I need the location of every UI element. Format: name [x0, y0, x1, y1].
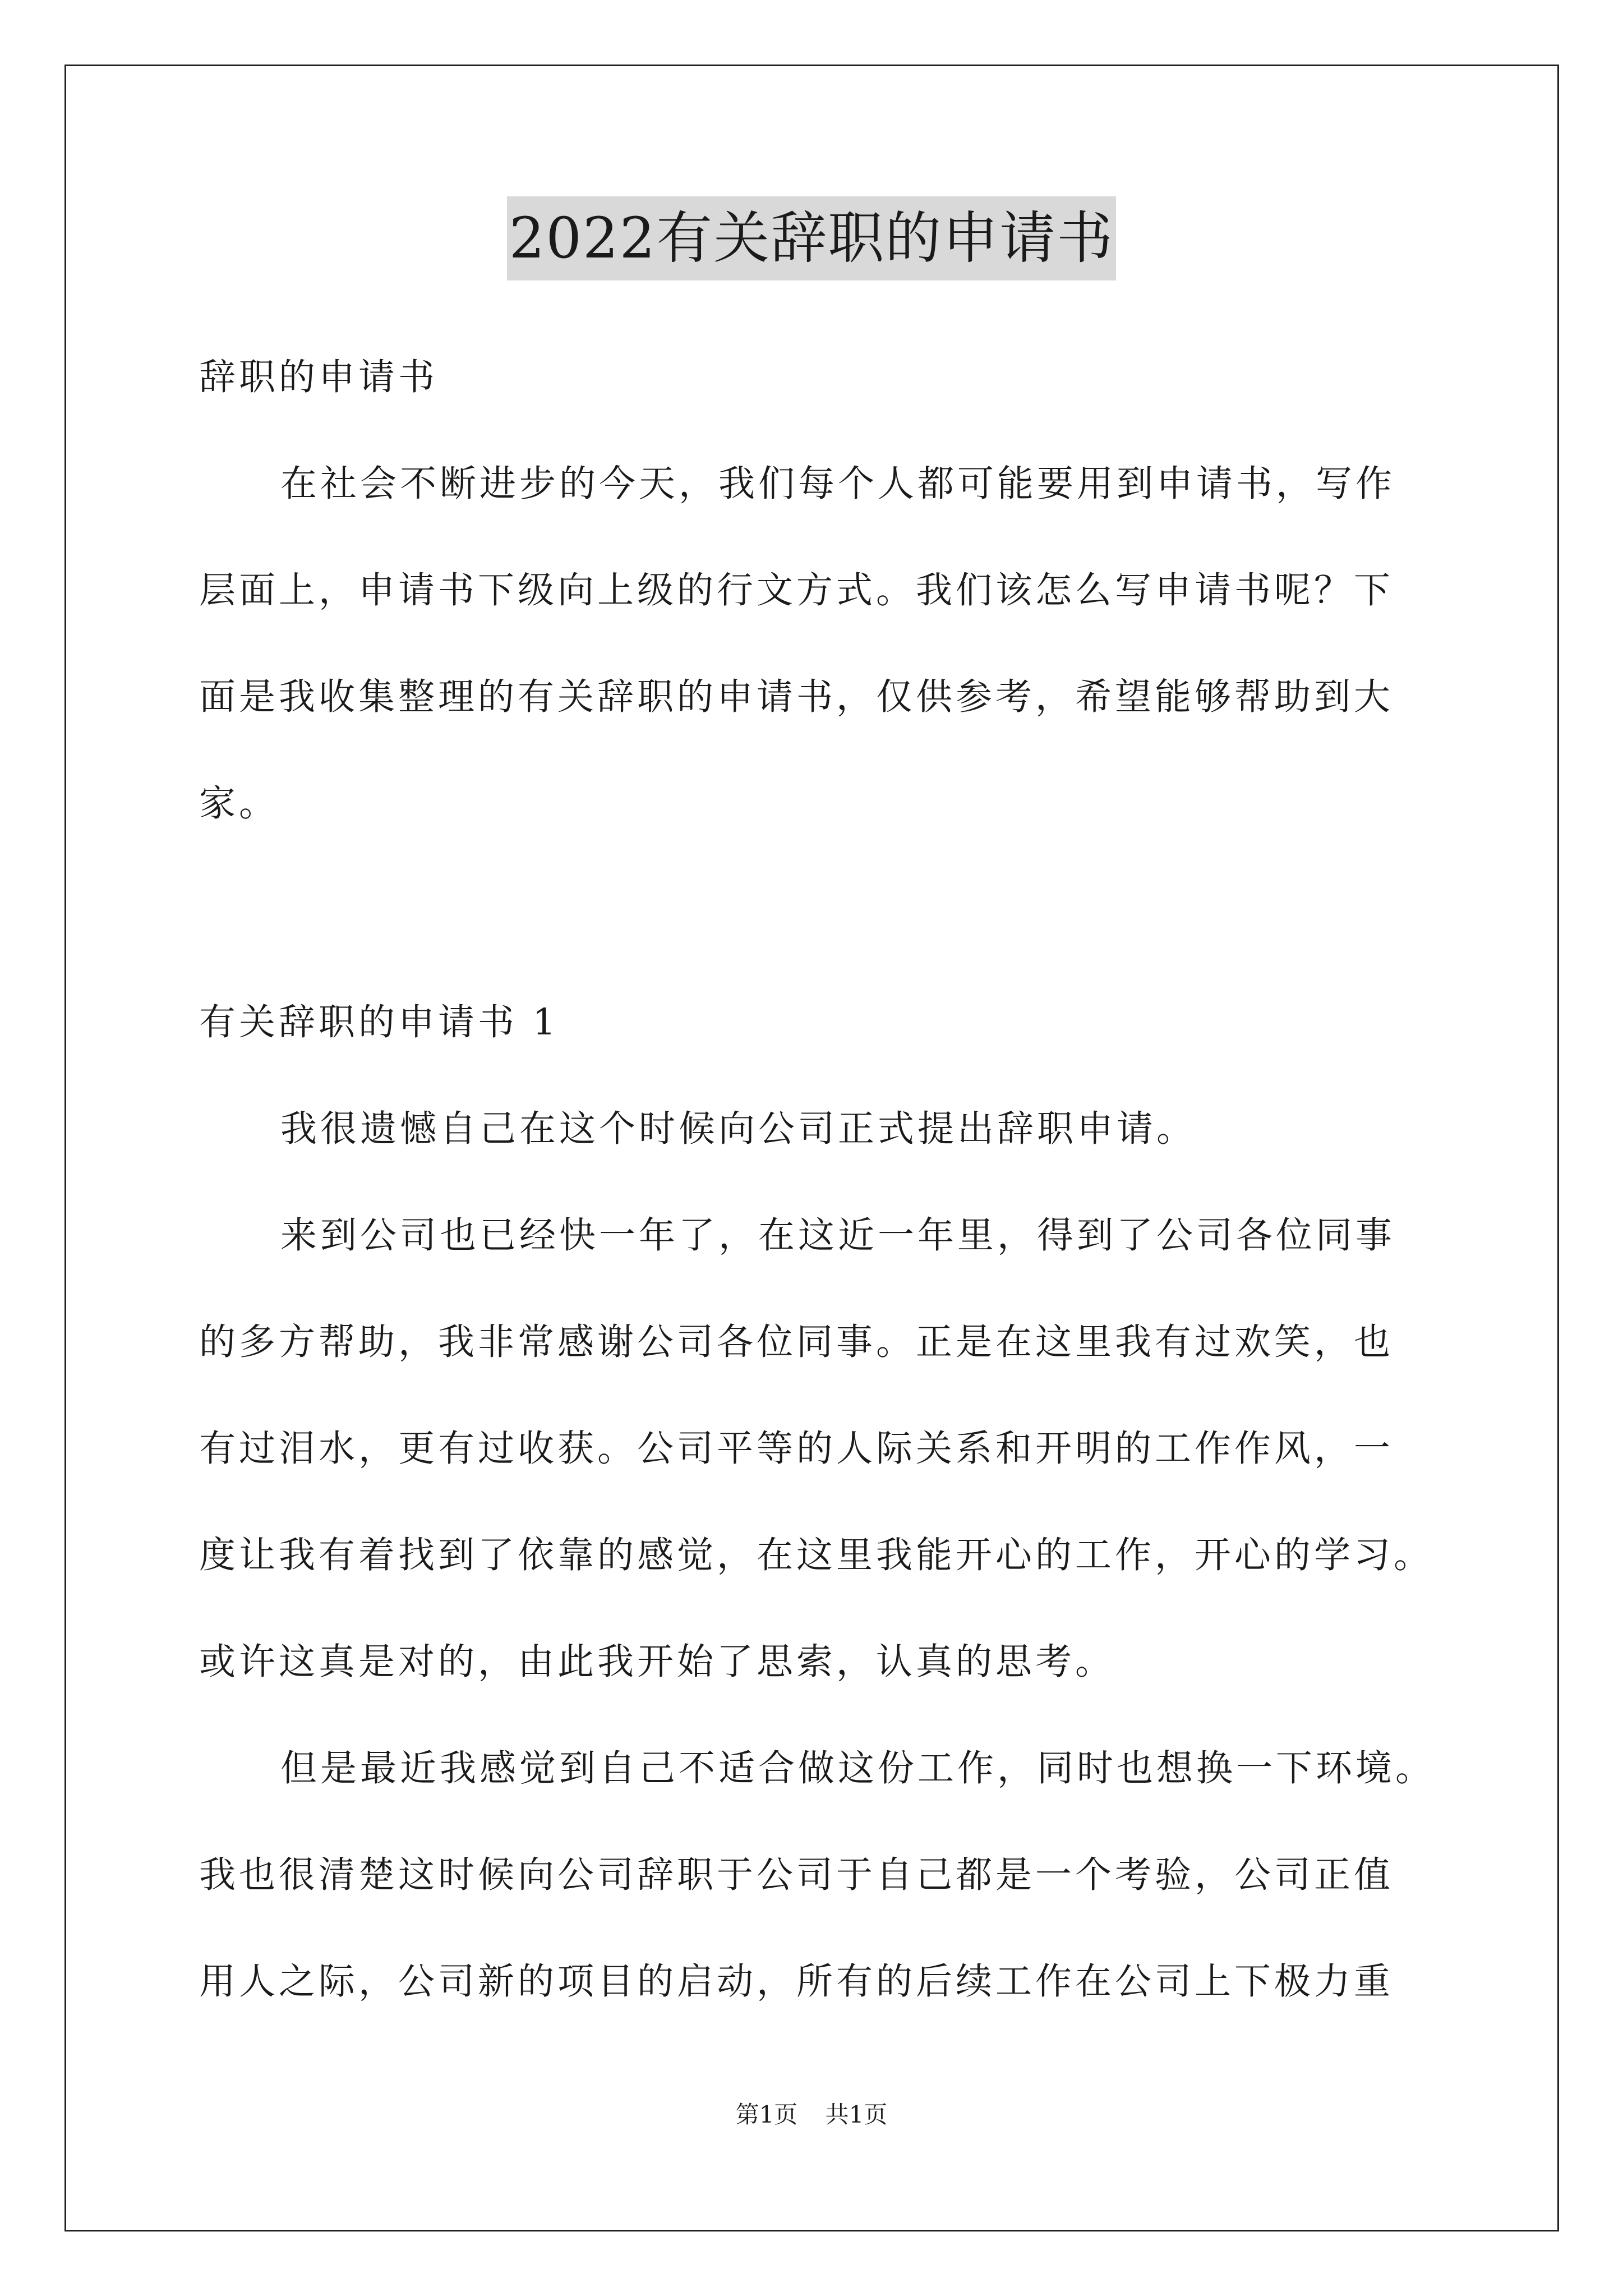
section-heading: 有关辞职的申请书 1: [199, 1001, 560, 1043]
paragraph-line: 面是我收集整理的有关辞职的申请书，仅供参考，希望能够帮助到大: [199, 676, 1394, 718]
page-number-current: 第1页: [735, 2101, 798, 2128]
paragraph-line: 度让我有着找到了依靠的感觉，在这里我能开心的工作，开心的学习。: [199, 1534, 1434, 1576]
document-title: 2022有关辞职的申请书: [507, 196, 1117, 280]
intro-heading: 辞职的申请书: [199, 356, 439, 398]
paragraph-line: 但是最近我感觉到自己不适合做这份工作，同时也想换一下环境。: [280, 1747, 1436, 1789]
paragraph-line: 在社会不断进步的今天，我们每个人都可能要用到申请书，写作: [280, 463, 1396, 505]
paragraph-line: 或许这真是对的，由此我开始了思索，认真的思考。: [199, 1641, 1115, 1683]
paragraph-line: 来到公司也已经快一年了，在这近一年里，得到了公司各位同事: [280, 1214, 1396, 1257]
paragraph-line: 我很遗憾自己在这个时候向公司正式提出辞职申请。: [280, 1108, 1197, 1150]
paragraph-line: 家。: [199, 783, 279, 825]
paragraph-line: 的多方帮助，我非常感谢公司各位同事。正是在这里我有过欢笑，也: [199, 1321, 1394, 1363]
page-footer: [0, 2101, 1623, 2129]
title-wrapper: [0, 196, 1623, 280]
paragraph-line: 有过泪水，更有过收获。公司平等的人际关系和开明的工作作风，一: [199, 1428, 1394, 1470]
paragraph-line: 用人之际，公司新的项目的启动，所有的后续工作在公司上下极力重: [199, 1961, 1394, 2003]
paragraph-line: 层面上，申请书下级向上级的行文方式。我们该怎么写申请书呢？下: [199, 569, 1394, 611]
paragraph-line: 我也很清楚这时候向公司辞职于公司于自己都是一个考验，公司正值: [199, 1854, 1394, 1896]
page-number-total: 共1页: [825, 2101, 888, 2128]
